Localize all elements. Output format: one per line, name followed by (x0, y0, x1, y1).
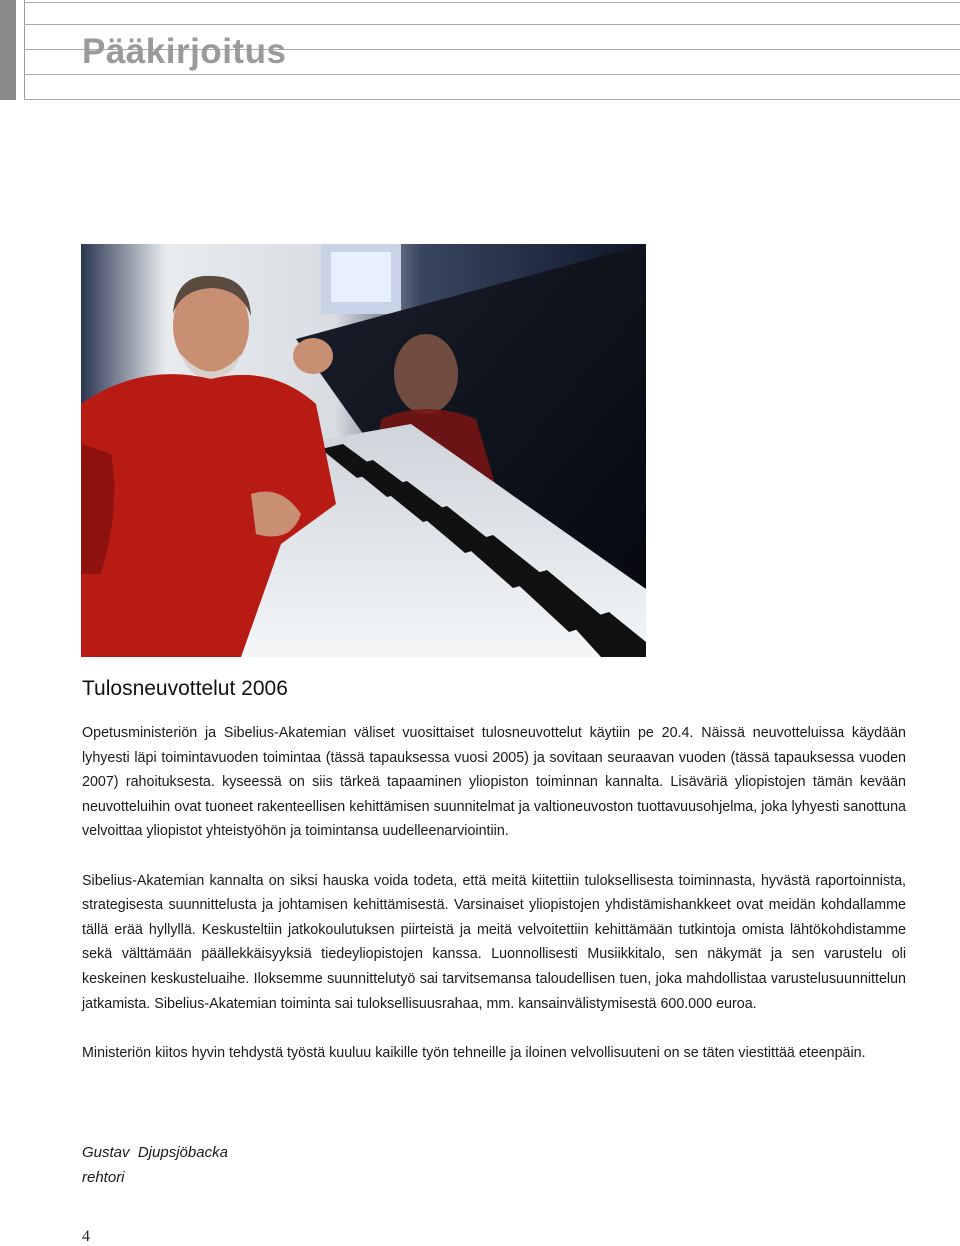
article-paragraph: Ministeriön kiitos hyvin tehdystä työstä kuuluu kaikille työn tehneille ja iloinen velvollisuuteni on se täten viestittää eteenpäin. (82, 1044, 866, 1061)
header-vertical-rule (24, 0, 25, 100)
page-number: 4 (82, 1228, 90, 1245)
signature-name: Gustav Djupsjöbacka (82, 1144, 228, 1161)
article-body (82, 721, 906, 1090)
page-title: Pääkirjoitus (82, 32, 287, 71)
header-staff-line (24, 99, 960, 100)
header-staff-line (24, 74, 960, 75)
header-staff-line (24, 2, 960, 3)
portrait-photo-icon (81, 244, 646, 657)
page-header (0, 0, 960, 100)
signature-role: rehtori (82, 1168, 125, 1186)
portrait-photo (81, 244, 646, 657)
article-paragraph: Sibelius-Akatemian kannalta on siksi hauska voida todeta, että meitä kiitettiin tuloksellisesta toiminnasta, hyvästä raportoinnista, strategisesta suunnittelusta ja johtamisen kehittämisestä. Varsinaiset yliopistojen yhdistämishankkeet ovat meidän kohdallamme tällä erää hyllyllä. Keskusteltiin jatkokoulutuksen piirteistä ja meitä velvoitettiin kehittämään tutkintoja omista lähtökohdistamme sekä välttämään päällekkäisyyksiä tiedeyliopistojen kanssa. Luonnollisesti Musiikkitalo, sen näkymät ja sen varustelu oli keskeinen keskusteluaihe. Iloksemme suunnittelutyö sai tarvitsemansa taloudellisen tuen, joka mahdollistaa varustelusuunnittelun jatkamista. Sibelius-Akatemian toiminta sai tuloksellisuusrahaa, mm. kansainvälistymisestä 600.000 euroa. (82, 872, 906, 1012)
header-side-bar (0, 0, 16, 100)
article-paragraph: Opetusministeriön ja Sibelius-Akatemian väliset vuosittaiset tulosneuvottelut käytiin pe 20.4. Näissä neuvotteluissa käydään lyhyesti läpi toimintavuoden toimintaa (tässä tapauksessa vuosi 2005) ja sovitaan seuraavan vuoden (tässä tapauksessa vuoden 2007) rahoituksesta. kyseessä on siis tärkeä tapaaminen yliopiston toiminnan kannalta. Lisäväriä yliopistojen tämän kevään neuvotteluihin ovat tuoneet rakenteellisen kehittämisen suunnitelmat ja valtioneuvoston tuottavuusohjelma, joka lyhyesti sanottuna velvoittaa yliopistot yhteistyöhön ja toimintansa uudelleenarviointiin. (82, 725, 906, 840)
signature (82, 1141, 228, 1190)
article-heading: Tulosneuvottelut 2006 (82, 677, 288, 700)
header-staff-line (24, 24, 960, 25)
